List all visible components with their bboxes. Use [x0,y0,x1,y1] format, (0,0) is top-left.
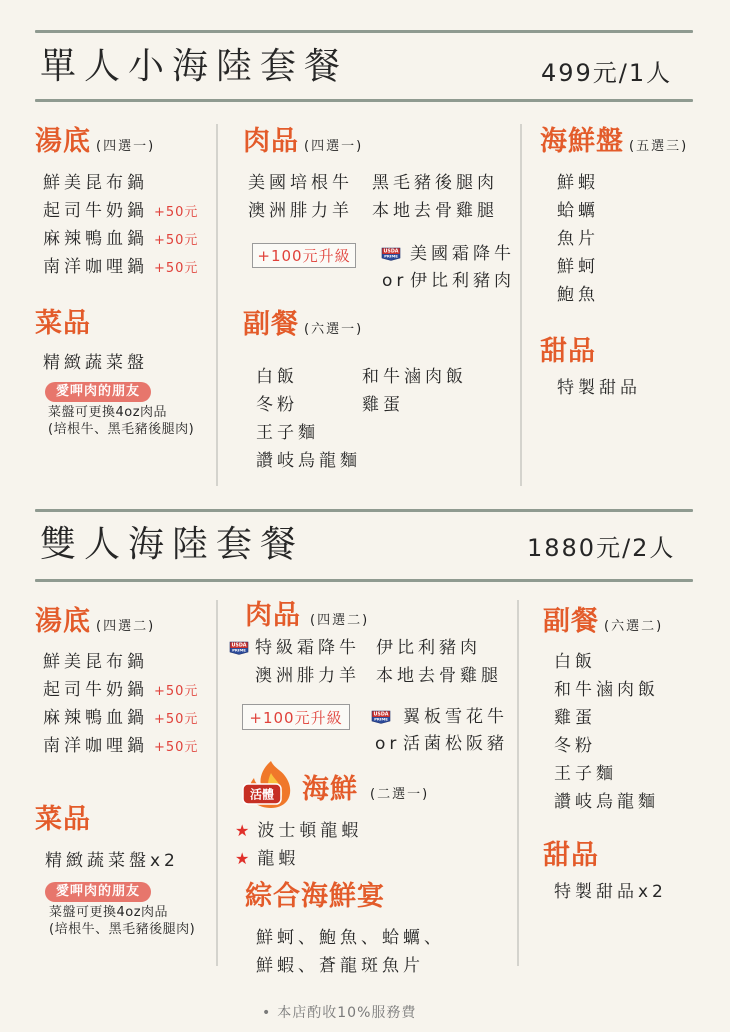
veg-item: 精緻蔬菜盤x2 [45,851,179,871]
choice-note: (二選一) [370,787,430,802]
item-name: 南洋咖哩鍋 [43,736,148,756]
veg-note [48,404,194,438]
side-header [543,605,663,639]
upgrade-option: 美國霜降牛 [410,244,515,264]
item-name: 起司牛奶鍋 [43,201,148,221]
column-divider [216,600,218,966]
set-price: 1880元/2人 [527,534,676,562]
title-rule [35,579,693,582]
usda-logo-text: USDA [373,712,389,718]
section-heading: 綜合海鮮宴 [245,881,385,912]
surcharge: +50元 [154,684,199,699]
usda-logo-text: USDA [383,249,399,255]
meat-option: 黑毛豬後腿肉 [372,173,498,193]
prime-logo-text: PRIME [384,253,398,259]
section-heading: 湯底 [35,126,91,157]
list-item [43,253,198,281]
veg-item: 精緻蔬菜盤 [43,353,148,373]
top-rule [35,30,693,33]
seafood-list [557,169,599,309]
usda-prime-icon [381,247,401,261]
side-option: 和牛滷肉飯 [362,367,467,387]
choice-note: (四選一) [304,139,364,154]
list-item: 和牛滷肉飯 [554,680,659,700]
list-item [43,704,198,732]
upgrade-option: 翼板雪花牛 [403,707,508,727]
list-item [43,648,198,676]
list-item [235,817,362,845]
meat-options [248,169,498,225]
section-heading: 甜品 [543,840,599,871]
surcharge: +50元 [154,261,199,276]
note-line: (培根牛、黑毛豬後腿肉) [49,922,196,937]
choice-note: (四選二) [310,613,370,628]
meat-option: 澳洲腓力羊 [255,666,360,686]
service-charge-note [262,1003,416,1023]
list-item: 魚片 [557,229,599,249]
soup-header [35,125,155,159]
choice-note: (四選二) [96,619,156,634]
footer-text: 本店酌收10%服務費 [277,1005,417,1021]
item-name: 麻辣鴨血鍋 [43,708,148,728]
choice-note: (四選一) [96,139,156,154]
feast-list [256,924,445,980]
choice-note: (六選一) [304,322,364,337]
seafood-list [235,817,362,873]
dessert-header [543,839,599,873]
list-item: 鮮蚵 [557,257,599,277]
veg-header [35,307,91,341]
list-item: 白飯 [554,652,596,672]
set-title: 雙人海陸套餐 [40,524,305,565]
prime-logo-text: PRIME [232,647,246,653]
usda-prime-icon [371,710,391,724]
meat-header [243,125,363,159]
star-icon: ★ [235,821,254,840]
soup-list [43,648,198,760]
meat-lover-badge: 愛呷肉的朋友 [45,882,151,902]
set-title: 單人小海陸套餐 [40,46,349,87]
surcharge: +50元 [154,205,199,220]
seafood-header [302,773,429,807]
live-badge-text: 活體 [249,787,275,802]
section-heading: 甜品 [540,336,596,367]
section-heading: 副餐 [243,309,299,340]
upgrade-alternative: 伊比利豬肉 [410,271,515,291]
section-heading: 肉品 [245,600,301,631]
section-heading: 海鮮 [302,774,358,805]
side-option: 讚岐烏龍麵 [256,451,361,471]
veg-note [49,904,195,938]
section-heading: 海鮮盤 [540,126,624,157]
side-option: 冬粉 [256,395,298,415]
item-name: 起司牛奶鍋 [43,680,148,700]
note-line: (培根牛、黑毛豬後腿肉) [48,422,195,437]
list-item: 鮮蚵、鮑魚、蛤蠣、 [256,928,445,948]
list-item [235,845,362,873]
upgrade-alternative: 活菌松阪豬 [403,734,508,754]
soup-list [43,169,198,281]
choice-note: (六選二) [604,619,664,634]
section-heading: 菜品 [35,804,91,835]
meat-option: 特級霜降牛 [255,638,360,658]
note-line: 菜盤可更換4oz肉品 [48,405,168,420]
veg-header [35,803,91,837]
prime-logo-text: PRIME [374,716,388,722]
or-label: or [375,734,401,754]
fire-icon [240,759,296,809]
list-item: 鮑魚 [557,285,599,305]
section-rule [35,509,693,512]
surcharge: +50元 [154,740,199,755]
meat-options [255,634,502,690]
seafood-header [540,125,688,159]
list-item [43,225,198,253]
list-item: 王子麵 [554,764,617,784]
list-item: 鮮蝦、蒼龍斑魚片 [256,956,424,976]
dessert-item: 特製甜品 [557,378,641,398]
side-option: 白飯 [256,367,298,387]
list-item [43,169,198,197]
item-name: 麻辣鴨血鍋 [43,229,148,249]
column-divider [517,600,519,966]
side-list [554,648,659,816]
side-options [256,363,467,475]
meat-option: 伊比利豬肉 [376,638,481,658]
choice-note: (五選三) [629,139,689,154]
list-item: 讚岐烏龍麵 [554,792,659,812]
surcharge: +50元 [154,233,199,248]
meat-option: 本地去骨雞腿 [376,666,502,686]
side-header [243,308,363,342]
side-option: 雞蛋 [362,395,404,415]
item-name: 南洋咖哩鍋 [43,257,148,277]
feast-header [245,880,385,914]
section-heading: 肉品 [243,126,299,157]
set-price: 499元/1人 [541,59,673,87]
item-name: 龍蝦 [257,849,300,869]
meat-option: 美國培根牛 [248,173,353,193]
dessert-item: 特製甜品x2 [554,882,667,902]
title-rule [35,99,693,102]
list-item: 冬粉 [554,736,596,756]
meat-header [245,599,369,633]
list-item [43,197,198,225]
section-heading: 菜品 [35,308,91,339]
upgrade-box: +100元升級 [242,704,350,730]
dessert-header [540,335,596,369]
bullet: • [262,1005,272,1021]
upgrade-box: +100元升級 [252,243,356,268]
list-item: 蛤蠣 [557,201,599,221]
section-heading: 湯底 [35,606,91,637]
meat-option: 澳洲腓力羊 [248,201,353,221]
list-item: 鮮蝦 [557,173,599,193]
section-heading: 副餐 [543,606,599,637]
item-name: 波士頓龍蝦 [257,821,363,841]
or-label: or [382,271,408,291]
meat-option: 本地去骨雞腿 [372,201,498,221]
item-name: 鮮美昆布鍋 [43,173,148,193]
surcharge: +50元 [154,712,199,727]
soup-header [35,605,155,639]
list-item [43,676,198,704]
side-option: 王子麵 [256,423,319,443]
item-name: 鮮美昆布鍋 [43,652,148,672]
usda-logo-text: USDA [231,643,247,649]
star-icon: ★ [235,849,254,868]
note-line: 菜盤可更換4oz肉品 [49,905,169,920]
column-divider [216,124,218,486]
list-item: 雞蛋 [554,708,596,728]
column-divider [520,124,522,486]
meat-lover-badge: 愛呷肉的朋友 [45,382,151,402]
list-item [43,732,198,760]
usda-prime-icon [229,641,249,655]
